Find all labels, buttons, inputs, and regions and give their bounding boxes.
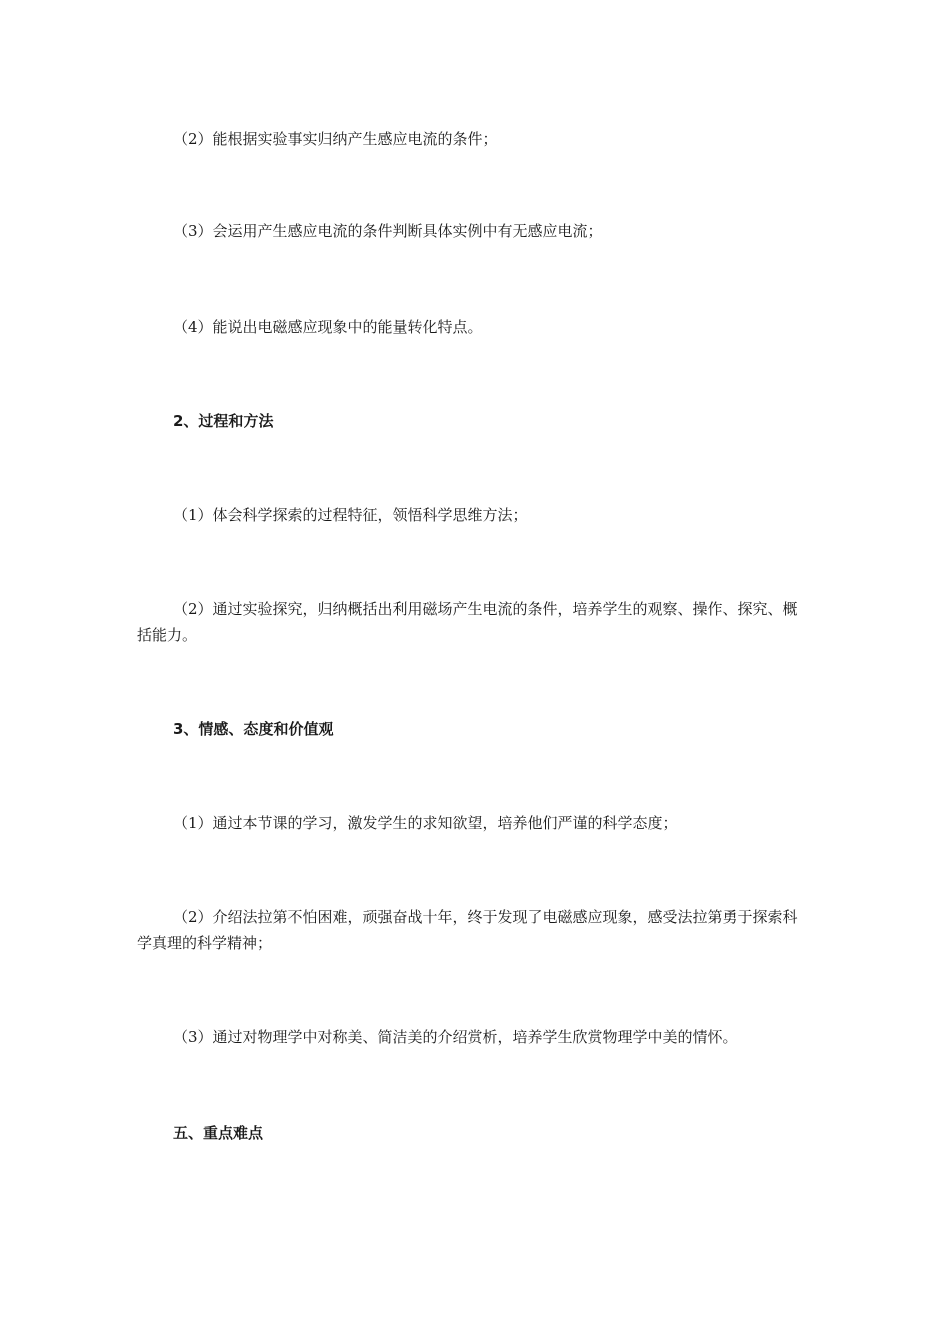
process-item-1: （1）体会科学探索的过程特征，领悟科学思维方法；	[173, 506, 528, 524]
process-heading: 2、过程和方法	[173, 412, 274, 430]
process-item-2: （2）通过实验探究，归纳概括出利用磁场产生电流的条件，培养学生的观察、操作、探究、概括能力。	[137, 600, 798, 644]
emotion-item-1: （1）通过本节课的学习，激发学生的求知欲望，培养他们严谨的科学态度；	[173, 814, 678, 832]
knowledge-item-2: （2）能根据实验事实归纳产生感应电流的条件；	[173, 130, 498, 148]
section-5-heading: 五、重点难点	[173, 1124, 264, 1142]
emotion-heading: 3、情感、态度和价值观	[173, 720, 334, 738]
emotion-item-3: （3）通过对物理学中对称美、简洁美的介绍赏析，培养学生欣赏物理学中美的情怀。	[173, 1028, 738, 1046]
knowledge-item-4: （4）能说出电磁感应现象中的能量转化特点。	[173, 318, 483, 336]
knowledge-item-3: （3）会运用产生感应电流的条件判断具体实例中有无感应电流；	[173, 222, 603, 240]
emotion-item-2: （2）介绍法拉第不怕困难，顽强奋战十年，终于发现了电磁感应现象，感受法拉第勇于探索科学真理的科学精神；	[137, 908, 798, 952]
